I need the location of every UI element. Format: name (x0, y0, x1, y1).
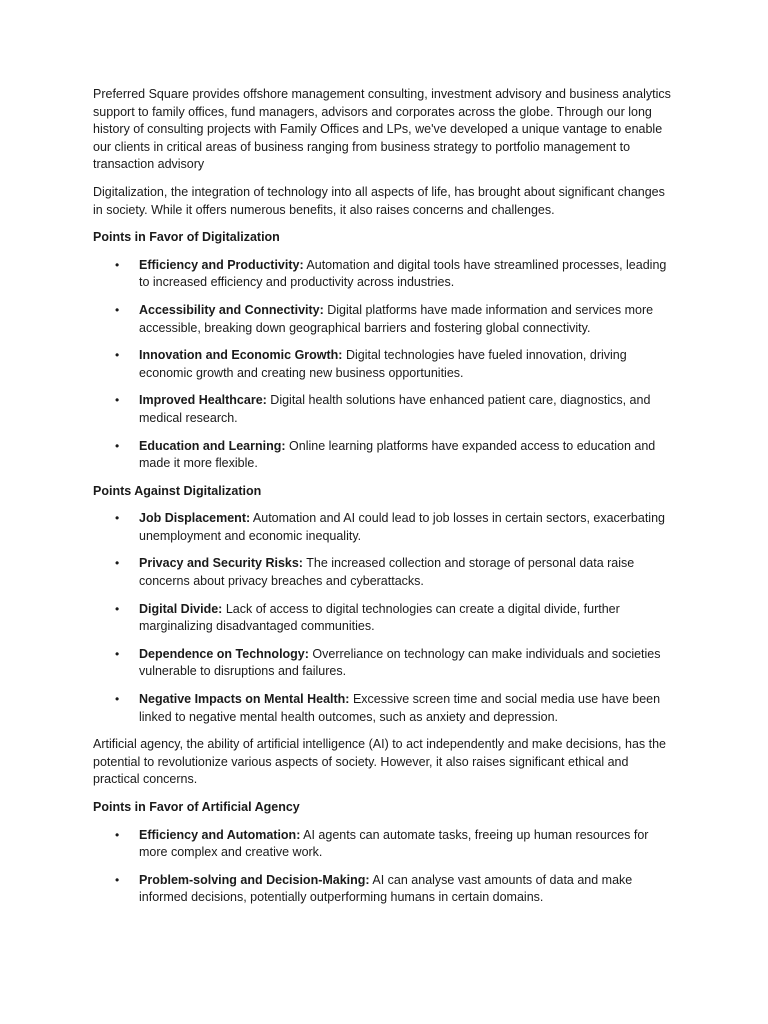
list-item-term: Problem-solving and Decision-Making: (139, 872, 370, 887)
list-item-text: AI can analyse vast amounts of data and make informed decisions, potentially outperforming humans in certain domains. (139, 872, 633, 905)
list-item-term: Negative Impacts on Mental Health: (139, 692, 350, 707)
bullet-icon: • (115, 511, 120, 526)
digitalization-favor-heading: Points in Favor of Digitalization (93, 230, 280, 245)
list-item-text: Automation and digital tools have streamlined processes, leading to increased efficiency and productivity across industries. (139, 257, 667, 290)
digitalization-favor-list (93, 257, 676, 473)
bullet-icon: • (115, 393, 120, 408)
agency-favor-list (93, 827, 676, 907)
bullet-icon: • (115, 601, 120, 616)
list-item-text: Excessive screen time and social media use have been linked to negative mental health outcomes, such as anxiety and depression. (139, 692, 661, 724)
list-item-term: Dependence on Technology: (139, 646, 309, 661)
list-item (93, 392, 676, 427)
list-item-term: Education and Learning: (139, 438, 286, 453)
list-item (93, 827, 676, 862)
list-item-term: Accessibility and Connectivity: (139, 302, 324, 317)
digitalization-against-list (93, 510, 676, 726)
list-item (93, 691, 676, 726)
list-item-text: Automation and AI could lead to job losses in certain sectors, exacerbating unemployment and economic inequality. (139, 511, 665, 543)
list-item-text: Online learning platforms have expanded access to education and made it more flexible. (139, 438, 656, 471)
list-item-term: Efficiency and Automation: (139, 827, 301, 842)
list-item (93, 872, 676, 907)
bullet-icon: • (115, 556, 120, 571)
bullet-icon: • (115, 646, 120, 661)
list-item-term: Improved Healthcare: (139, 393, 267, 408)
list-item (93, 555, 676, 590)
list-item (93, 302, 676, 337)
list-item-text: Digital platforms have made information and services more accessible, breaking down geographical barriers and fostering global connectivity. (139, 302, 654, 335)
list-item (93, 510, 676, 545)
bullet-icon: • (115, 692, 120, 707)
list-item-text: The increased collection and storage of personal data raise concerns about privacy breaches and cyberattacks. (139, 556, 635, 589)
list-item (93, 438, 676, 473)
list-item (93, 646, 676, 681)
list-item (93, 601, 676, 636)
bullet-icon: • (115, 827, 120, 842)
list-item-text: Lack of access to digital technologies can create a digital divide, further marginalizing disadvantaged communities. (139, 601, 620, 634)
list-item-text: Digital technologies have fueled innovation, driving economic growth and creating new business opportunities. (139, 348, 627, 380)
list-item-term: Innovation and Economic Growth: (139, 348, 343, 363)
list-item-text: AI agents can automate tasks, freeing up human resources for more complex and creative work. (139, 827, 649, 860)
digitalization-against-heading: Points Against Digitalization (93, 483, 262, 498)
bullet-icon: • (115, 438, 120, 453)
bullet-icon: • (115, 348, 120, 363)
list-item-term: Digital Divide: (139, 601, 223, 616)
bullet-icon: • (115, 302, 120, 317)
list-item (93, 347, 676, 382)
list-item-term: Efficiency and Productivity: (139, 257, 304, 272)
intro-paragraph: Preferred Square provides offshore management consulting, investment advisory and business analytics support to family offices, fund managers, advisors and corporates across the globe. Through our long history of consulting projects with Family Offices and LPs, we've developed a unique vantage to enable our clients in critical areas of business ranging from business strategy to portfolio management to transaction advisory (93, 87, 671, 172)
agency-intro: Artificial agency, the ability of artificial intelligence (AI) to act independently and make decisions, has the potential to revolutionize various aspects of society. However, it also raises significant ethical and practical concerns. (93, 737, 666, 787)
list-item-term: Privacy and Security Risks: (139, 556, 303, 571)
bullet-icon: • (115, 872, 120, 887)
list-item (93, 257, 676, 292)
list-item-text: Overreliance on technology can make individuals and societies vulnerable to disruptions and failures. (139, 646, 661, 679)
agency-favor-heading: Points in Favor of Artificial Agency (93, 800, 300, 814)
list-item-term: Job Displacement: (139, 511, 251, 526)
digitalization-intro: Digitalization, the integration of technology into all aspects of life, has brought about significant changes in society. While it offers numerous benefits, it also raises concerns and challenges. (93, 184, 665, 217)
bullet-icon: • (115, 257, 120, 272)
list-item-text: Digital health solutions have enhanced patient care, diagnostics, and medical research. (139, 393, 651, 425)
